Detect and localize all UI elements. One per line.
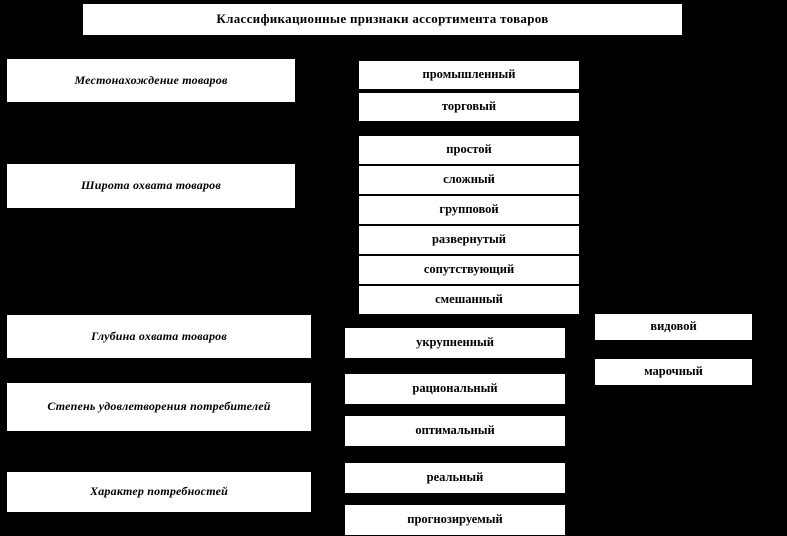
criterion-label: Местонахождение товаров	[74, 72, 228, 87]
subvalue-box-species	[594, 313, 753, 341]
value-box-real	[344, 462, 566, 494]
criterion-box-needs	[6, 471, 312, 513]
value-label: простой	[446, 142, 492, 157]
diagram-title-box	[82, 3, 683, 36]
value-box-forecast	[344, 504, 566, 536]
value-label: сложный	[443, 172, 495, 187]
criterion-box-breadth	[6, 163, 296, 209]
value-label: торговый	[441, 99, 497, 114]
value-box-trade	[358, 92, 580, 122]
subvalue-label: марочный	[644, 364, 703, 379]
value-label: реальный	[426, 470, 484, 485]
value-box-complex	[358, 165, 580, 195]
value-label: групповой	[439, 202, 499, 217]
criterion-box-depth	[6, 314, 312, 359]
value-label: укрупненный	[416, 335, 494, 350]
value-box-industrial	[358, 60, 580, 90]
value-label: сопутствующий	[423, 262, 515, 277]
criterion-label: Глубина охвата товаров	[91, 328, 227, 343]
value-box-simple	[358, 135, 580, 165]
criterion-label: Степень удовлетворения потребителей	[47, 399, 271, 414]
value-label: рациональный	[412, 381, 498, 396]
diagram-title-label: Классификационные признаки ассортимента товаров	[216, 11, 549, 27]
value-label: смешанный	[435, 292, 503, 307]
value-box-mixed	[358, 285, 580, 315]
subvalue-label: видовой	[650, 319, 697, 334]
value-label: развернутый	[431, 232, 507, 247]
subvalue-box-brand	[594, 358, 753, 386]
value-box-group	[358, 195, 580, 225]
criterion-label: Характер потребностей	[90, 484, 228, 499]
criterion-box-satisfaction	[6, 382, 312, 432]
value-label: оптимальный	[415, 423, 495, 438]
value-box-rational	[344, 373, 566, 405]
criterion-label: Широта охвата товаров	[81, 178, 221, 193]
value-box-optimal	[344, 415, 566, 447]
value-box-aggregated	[344, 327, 566, 359]
criterion-box-location	[6, 58, 296, 103]
value-label: промышленный	[422, 67, 516, 82]
value-box-expanded	[358, 225, 580, 255]
value-box-accompanying	[358, 255, 580, 285]
value-label: прогнозируемый	[407, 512, 503, 527]
